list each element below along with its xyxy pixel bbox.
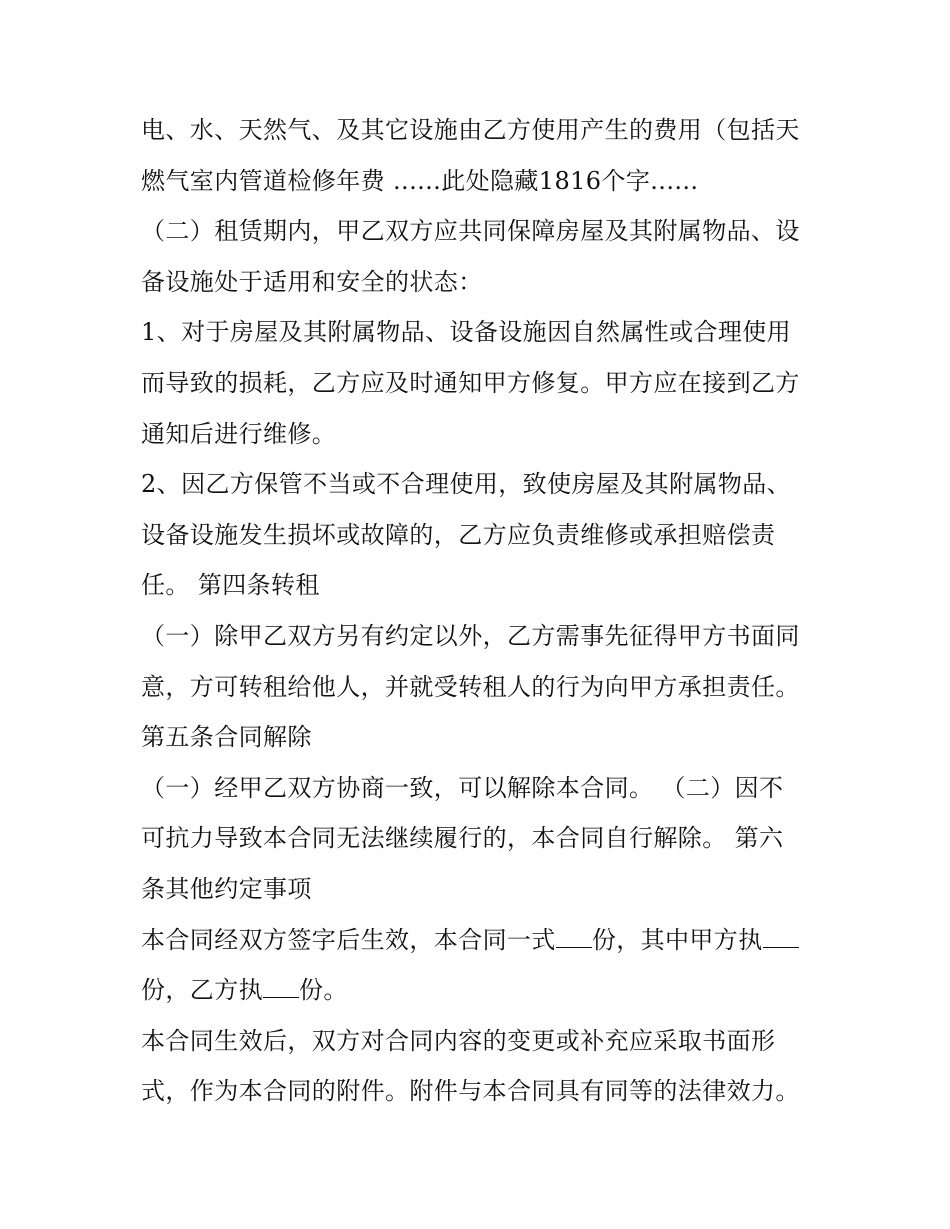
text-line: 1、对于房屋及其附属物品、设备设施因自然属性或合理使用: [141, 318, 792, 347]
text-line: 燃气室内管道检修年费 ......此处隐藏1816个字......: [141, 166, 699, 195]
text-line: 电、水、天然气、及其它设施由乙方使用产生的费用（包括天: [141, 116, 800, 144]
copies-text-4: 份。: [299, 976, 348, 1005]
text-line: 通知后进行维修。: [141, 419, 337, 448]
text-line: 任。 第四条转租: [141, 571, 320, 600]
text-line: （一）除甲乙双方另有约定以外，乙方需事先征得甲方书面同: [141, 621, 800, 650]
text-line: 而导致的损耗，乙方应及时通知甲方修复。甲方应在接到乙方: [141, 368, 800, 397]
text-line: 本合同生效后，双方对合同内容的变更或补充应采取书面形: [141, 1026, 776, 1055]
text-line: 可抗力导致本合同无法继续履行的，本合同自行解除。 第六: [141, 824, 784, 853]
text-line: 式，作为本合同的附件。附件与本合同具有同等的法律效力。: [141, 1077, 800, 1106]
section-heading: 第五条合同解除: [141, 723, 312, 752]
text-line: 设备设施发生损坏或故障的，乙方应负责维修或承担赔偿责: [141, 520, 776, 549]
text-line: 条其他约定事项: [141, 874, 312, 903]
copies-line: [141, 915, 821, 966]
text-line: 备设施处于适用和安全的状态：: [141, 267, 483, 296]
blank-party-a-copies: [763, 925, 799, 948]
copies-line-continued: [141, 965, 821, 1016]
copies-text-2: 份，其中甲方执: [591, 925, 763, 954]
blank-total-copies: [556, 925, 592, 948]
blank-party-b-copies: [263, 975, 299, 998]
copies-text-3: 份，乙方执: [141, 976, 263, 1005]
document-page: [141, 105, 821, 1117]
text-line: （二）租赁期内，甲乙双方应共同保障房屋及其附属物品、设: [141, 217, 800, 246]
copies-text-1: 本合同经双方签字后生效，本合同一式: [141, 925, 556, 954]
text-line: 2、因乙方保管不当或不合理使用，致使房屋及其附属物品、: [141, 470, 792, 499]
text-line: （一）经甲乙双方协商一致，可以解除本合同。 （二）因不: [141, 773, 784, 802]
text-line: 意，方可转租给他人，并就受转租人的行为向甲方承担责任。: [141, 672, 800, 701]
